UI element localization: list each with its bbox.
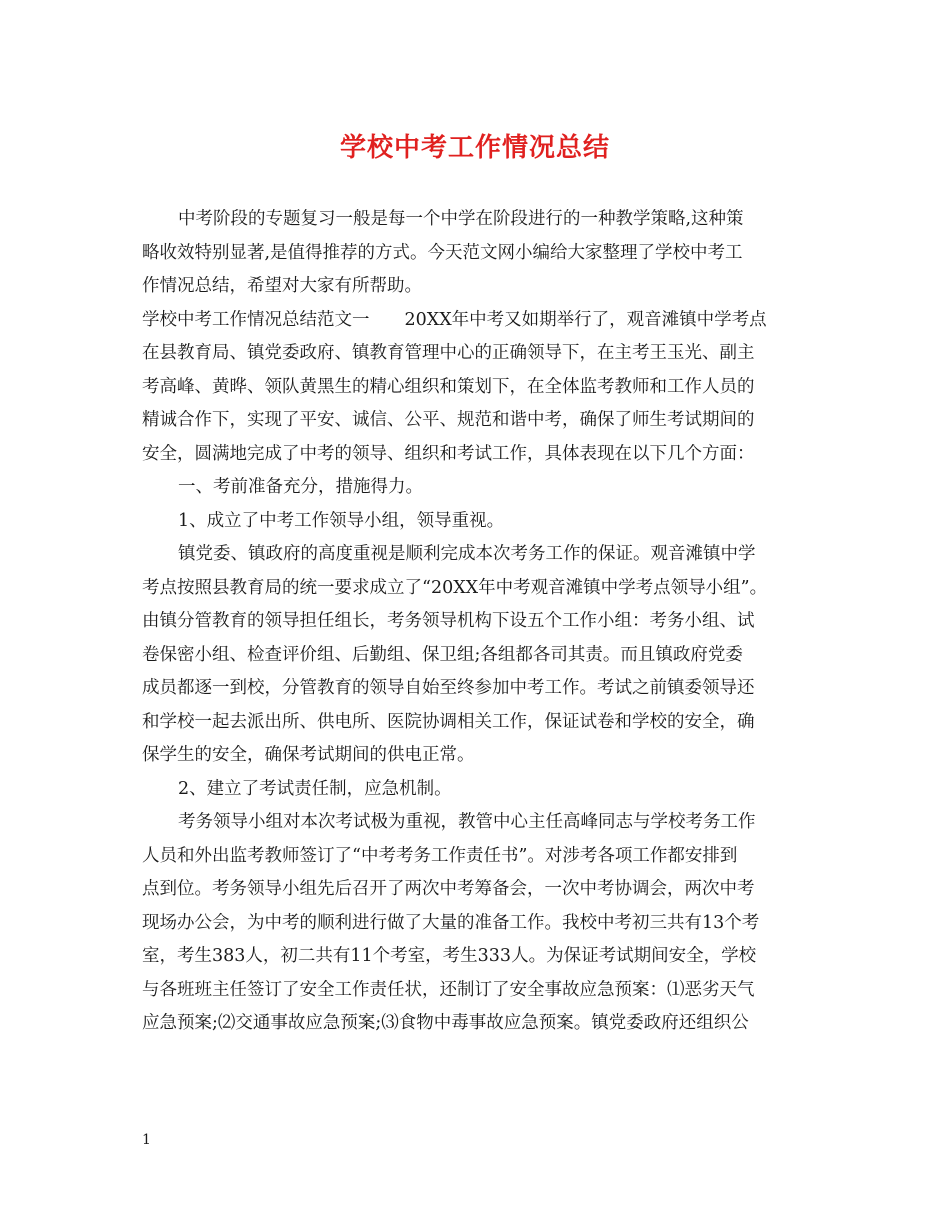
paragraph-line: 人员和外出监考教师签订了“中考考务工作责任书”。对涉考各项工作都安排到	[142, 845, 738, 866]
paragraph-line: 作情况总结，希望对大家有所帮助。	[142, 276, 422, 296]
paragraph-line: 室，考生383人，初二共有11个考室，考生333人。为保证考试期间安全，学校	[142, 946, 757, 966]
paragraph-line: 与各班班主任签订了安全工作责任状，还制订了安全事故应急预案：⑴恶劣天气	[142, 979, 755, 1000]
paragraph-line: 点到位。考务领导小组先后召开了两次中考筹备会，一次中考协调会，两次中考	[142, 879, 755, 899]
paragraph-line: 现场办公会，为中考的顺利进行做了大量的准备工作。我校中考初三共有13个考	[142, 912, 760, 933]
paragraph-line: 中考阶段的专题复习一般是每一个中学在阶段进行的一种教学策略,这种策	[178, 209, 744, 229]
paragraph-line: 应急预案;⑵交通事故应急预案;⑶食物中毒事故应急预案。镇党委政府还组织公	[142, 1013, 749, 1033]
paragraph-line: 保学生的安全，确保考试期间的供电正常。	[142, 745, 475, 765]
paragraph-line: 考点按照县教育局的统一要求成立了“20XX年中考观音滩镇中学考点领导小组”。	[142, 577, 768, 598]
paragraph-line: 考务领导小组对本次考试极为重视，教管中心主任高峰同志与学校考务工作	[178, 812, 756, 832]
paragraph-line: 和学校一起去派出所、供电所、医院协调相关工作，保证试卷和学校的安全，确	[142, 711, 755, 732]
document-body	[142, 203, 822, 1041]
document-title: 学校中考工作情况总结	[339, 133, 610, 163]
subsection-heading: 1、成立了中考工作领导小组，领导重视。	[178, 510, 505, 531]
paragraph-line: 安全，圆满地完成了中考的领导、组织和考试工作，具体表现在以下几个方面：	[142, 443, 755, 464]
paragraph-line: 成员都逐一到校，分管教育的领导自始至终参加中考工作。考试之前镇委领导还	[142, 678, 755, 698]
paragraph-line: 在县教育局、镇党委政府、镇教育管理中心的正确领导下，在主考王玉光、副主	[142, 343, 755, 363]
paragraph-line: 学校中考工作情况总结范文一 20XX年中考又如期举行了，观音滩镇中学考点	[142, 309, 767, 330]
subsection-heading: 2、建立了考试责任制，应急机制。	[178, 778, 452, 799]
paragraph-line: 考高峰、黄晔、领队黄黑生的精心组织和策划下，在全体监考教师和工作人员的	[142, 376, 755, 397]
paragraph-line: 由镇分管教育的领导担任组长，考务领导机构下设五个工作小组：考务小组、试	[142, 611, 755, 631]
section-heading: 一、考前准备充分，措施得力。	[178, 477, 423, 497]
paragraph-line: 略收效特别显著,是值得推荐的方式。今天范文网小编给大家整理了学校中考工	[142, 242, 743, 263]
page-number: 1	[142, 1132, 151, 1148]
paragraph-line: 卷保密小组、检查评价组、后勤组、保卫组;各组都各司其责。而且镇政府党委	[142, 644, 743, 665]
paragraph-line: 精诚合作下，实现了平安、诚信、公平、规范和谐中考，确保了师生考试期间的	[142, 410, 755, 430]
paragraph-line: 镇党委、镇政府的高度重视是顺利完成本次考务工作的保证。观音滩镇中学	[178, 544, 756, 564]
